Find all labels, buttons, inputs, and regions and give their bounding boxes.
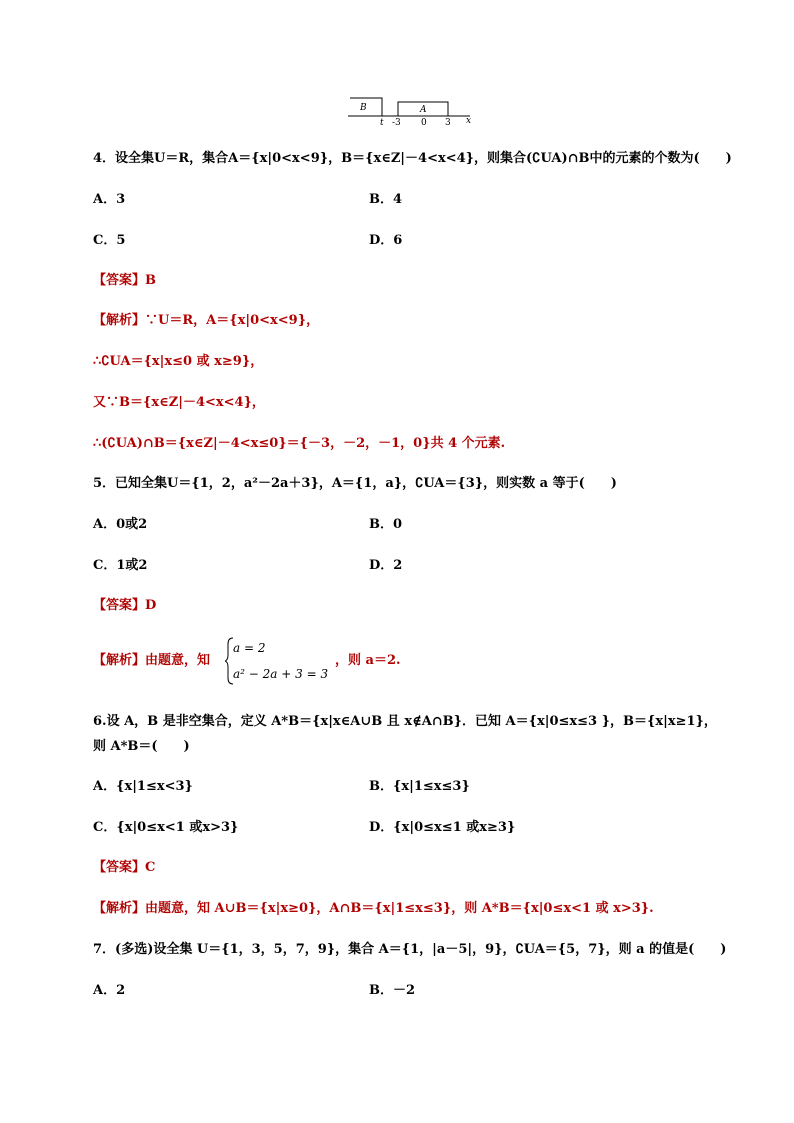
q5-equation-system xyxy=(225,636,335,686)
analysis-text: 由题意，知 A∪B＝{x|x≥0}，A∩B＝{x|1≤x≤3}，则 A*B＝{x|0≤x<1 或 x>3}. xyxy=(145,901,654,916)
figure-label-a: A xyxy=(420,105,427,115)
q6-option-c: C．{x|0≤x<1 或x>3} xyxy=(93,820,239,835)
answer-value: B xyxy=(145,273,157,288)
figure-label-b: B xyxy=(360,103,367,113)
analysis-text: ∵U＝R，A＝{x|0<x<9}， xyxy=(145,313,320,328)
q6-option-a: A．{x|1≤x<3} xyxy=(93,779,193,794)
figure-tick-t: t xyxy=(380,118,384,128)
analysis-tag: 【解析】 xyxy=(93,901,146,916)
q6-option-b: B．{x|1≤x≤3} xyxy=(369,779,470,794)
equation-1: a = 2 xyxy=(233,641,266,655)
q4-analysis-2: ∴∁UA＝{x|x≤0 或 x≥9}， xyxy=(93,354,264,369)
q6-stem-2: 则 A*B＝( ) xyxy=(93,739,190,754)
q6-answer xyxy=(93,859,155,877)
analysis-tag: 【解析】 xyxy=(93,313,146,328)
q5-option-a: A．0或2 xyxy=(93,517,148,532)
q4-option-a: A．3 xyxy=(93,192,126,207)
q4-answer xyxy=(93,272,156,290)
q4-analysis-4: ∴(∁UA)∩B＝{x∈Z|－4<x≤0}＝{－3，－2，－1，0}共 4 个元素. xyxy=(93,436,506,451)
q4-analysis-3: 又∵B＝{x∈Z|－4<x<4}， xyxy=(93,395,265,410)
q5-stem: 5．已知全集U＝{1，2，a²－2a＋3}，A＝{1，a}，∁UA＝{3}，则实数 a 等于( ) xyxy=(93,476,617,491)
q7-stem: 7．(多选)设全集 U＝{1，3，5，7，9}，集合 A＝{1，|a－5|，9}，∁UA＝{5，7}，则 a 的值是( ) xyxy=(93,942,727,957)
answer-tag: 【答案】 xyxy=(93,273,146,288)
q5-analysis xyxy=(93,652,210,670)
q6-option-d: D．{x|0≤x≤1 或x≥3} xyxy=(369,820,516,835)
q6-stem-1: 6.设 A，B 是非空集合，定义 A*B＝{x|x∈A∪B 且 x∉A∩B}．已知 A＝{x|0≤x≤3 }，B＝{x|x≥1}， xyxy=(93,714,717,729)
q7-option-b: B．－2 xyxy=(369,983,416,998)
figure-tick-3: 3 xyxy=(445,118,451,128)
answer-value: C xyxy=(145,860,156,875)
figure-axis-x: x xyxy=(466,116,472,126)
q4-option-c: C．5 xyxy=(93,233,126,248)
equation-2: a² − 2a + 3 = 3 xyxy=(233,667,329,681)
q5-option-c: C．1或2 xyxy=(93,558,148,573)
number-line-figure xyxy=(340,94,480,128)
q7-option-a: A．2 xyxy=(93,983,126,998)
q5-option-d: D．2 xyxy=(369,558,403,573)
q6-analysis xyxy=(93,900,654,918)
q5-option-b: B．0 xyxy=(369,517,403,532)
figure-tick-m3: -3 xyxy=(392,118,401,128)
q5-analysis-post: ，则 a＝2. xyxy=(335,653,401,668)
analysis-tag: 【解析】 xyxy=(93,653,146,668)
q4-option-d: D．6 xyxy=(369,233,403,248)
figure-tick-0: 0 xyxy=(421,118,427,128)
analysis-pre: 由题意，知 xyxy=(145,653,211,668)
answer-value: D xyxy=(145,598,157,613)
q5-answer xyxy=(93,597,156,615)
answer-tag: 【答案】 xyxy=(93,860,146,875)
q4-option-b: B．4 xyxy=(369,192,403,207)
q4-analysis-1 xyxy=(93,312,319,330)
q4-stem: 4．设全集U＝R，集合A＝{x|0<x<9}，B＝{x∈Z|－4<x<4}，则集合(∁UA)∩B中的元素的个数为( ) xyxy=(93,151,732,166)
answer-tag: 【答案】 xyxy=(93,598,146,613)
